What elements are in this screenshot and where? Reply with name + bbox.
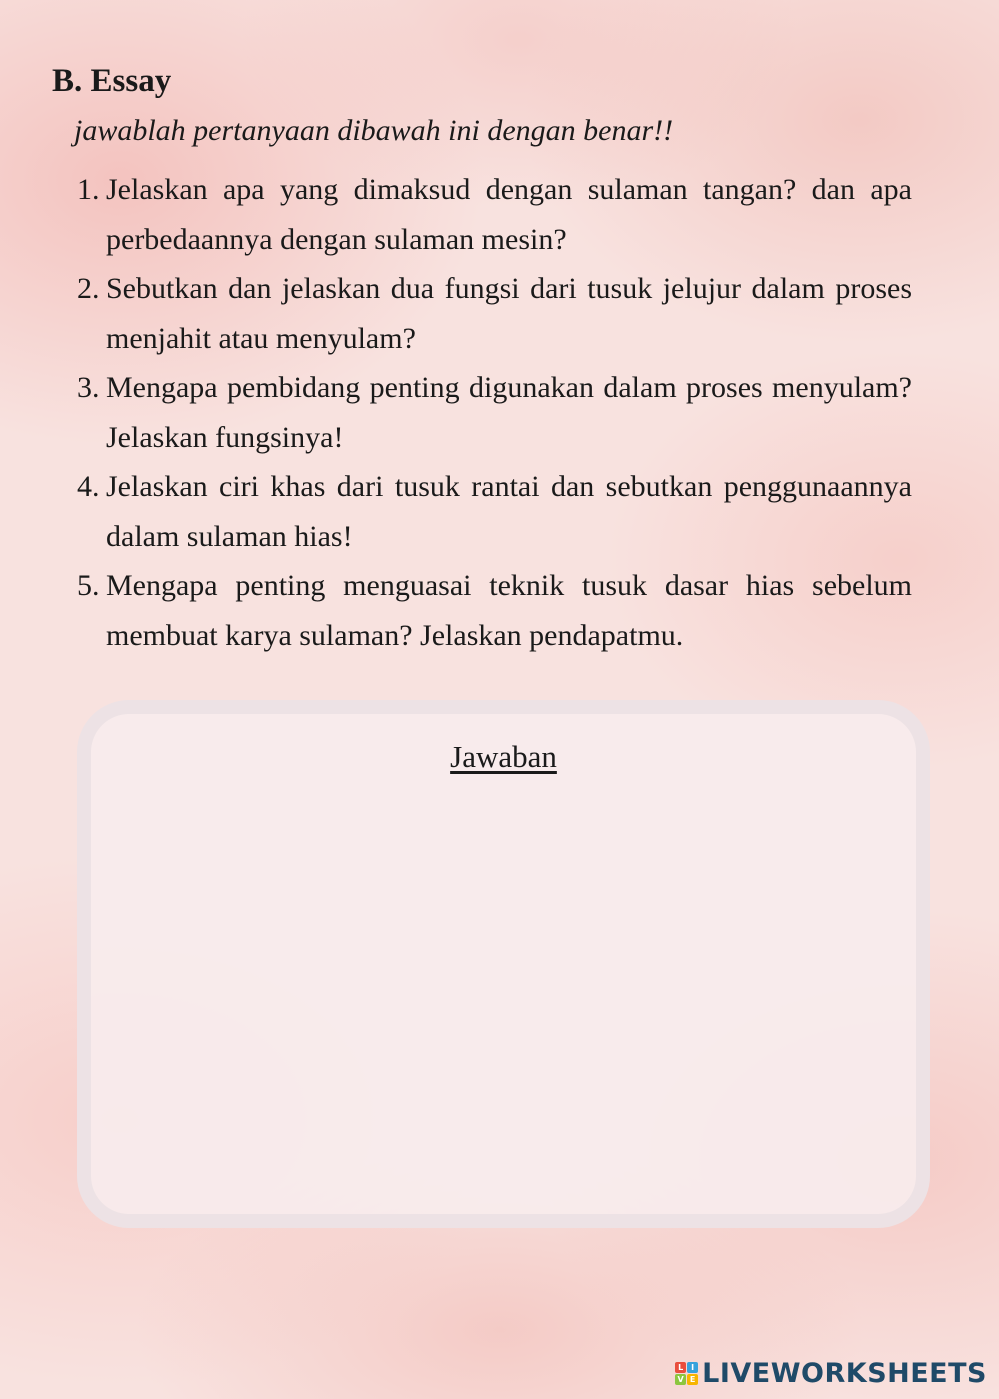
section-heading: B. Essay <box>52 63 172 99</box>
question-number: 2. <box>77 272 100 305</box>
question-list <box>70 165 912 660</box>
logo-letter-e: E <box>687 1374 698 1385</box>
logo-letter-v: V <box>675 1374 686 1385</box>
question-number: 1. <box>77 173 100 206</box>
question-item <box>70 561 912 660</box>
question-text: Sebutkan dan jelaskan dua fungsi dari tusuk jelujur dalam proses menjahit atau menyulam? <box>106 272 912 355</box>
instruction-text: jawablah pertanyaan dibawah ini dengan benar!! <box>74 114 674 147</box>
question-number: 3. <box>77 371 100 404</box>
logo-letter-i: I <box>687 1362 698 1373</box>
brand-name: LIVEWORKSHEETS <box>702 1358 987 1389</box>
question-number: 5. <box>77 569 100 602</box>
question-text: Mengapa penting menguasai teknik tusuk dasar hias sebelum membuat karya sulaman? Jelaskan pendapatmu. <box>106 569 912 652</box>
question-item <box>70 264 912 363</box>
brand-logo <box>675 1358 987 1389</box>
liveworksheets-icon <box>675 1362 698 1385</box>
question-item <box>70 462 912 561</box>
logo-letter-l: L <box>675 1362 686 1373</box>
answer-box[interactable] <box>77 700 930 1228</box>
question-item <box>70 363 912 462</box>
question-text: Mengapa pembidang penting digunakan dalam proses menyulam? Jelaskan fungsinya! <box>106 371 912 454</box>
question-text: Jelaskan apa yang dimaksud dengan sulaman tangan? dan apa perbedaannya dengan sulaman mesin? <box>106 173 912 256</box>
question-number: 4. <box>77 470 100 503</box>
question-item <box>70 165 912 264</box>
answer-title: Jawaban <box>450 739 557 774</box>
question-text: Jelaskan ciri khas dari tusuk rantai dan sebutkan penggunaannya dalam sulaman hias! <box>106 470 912 553</box>
